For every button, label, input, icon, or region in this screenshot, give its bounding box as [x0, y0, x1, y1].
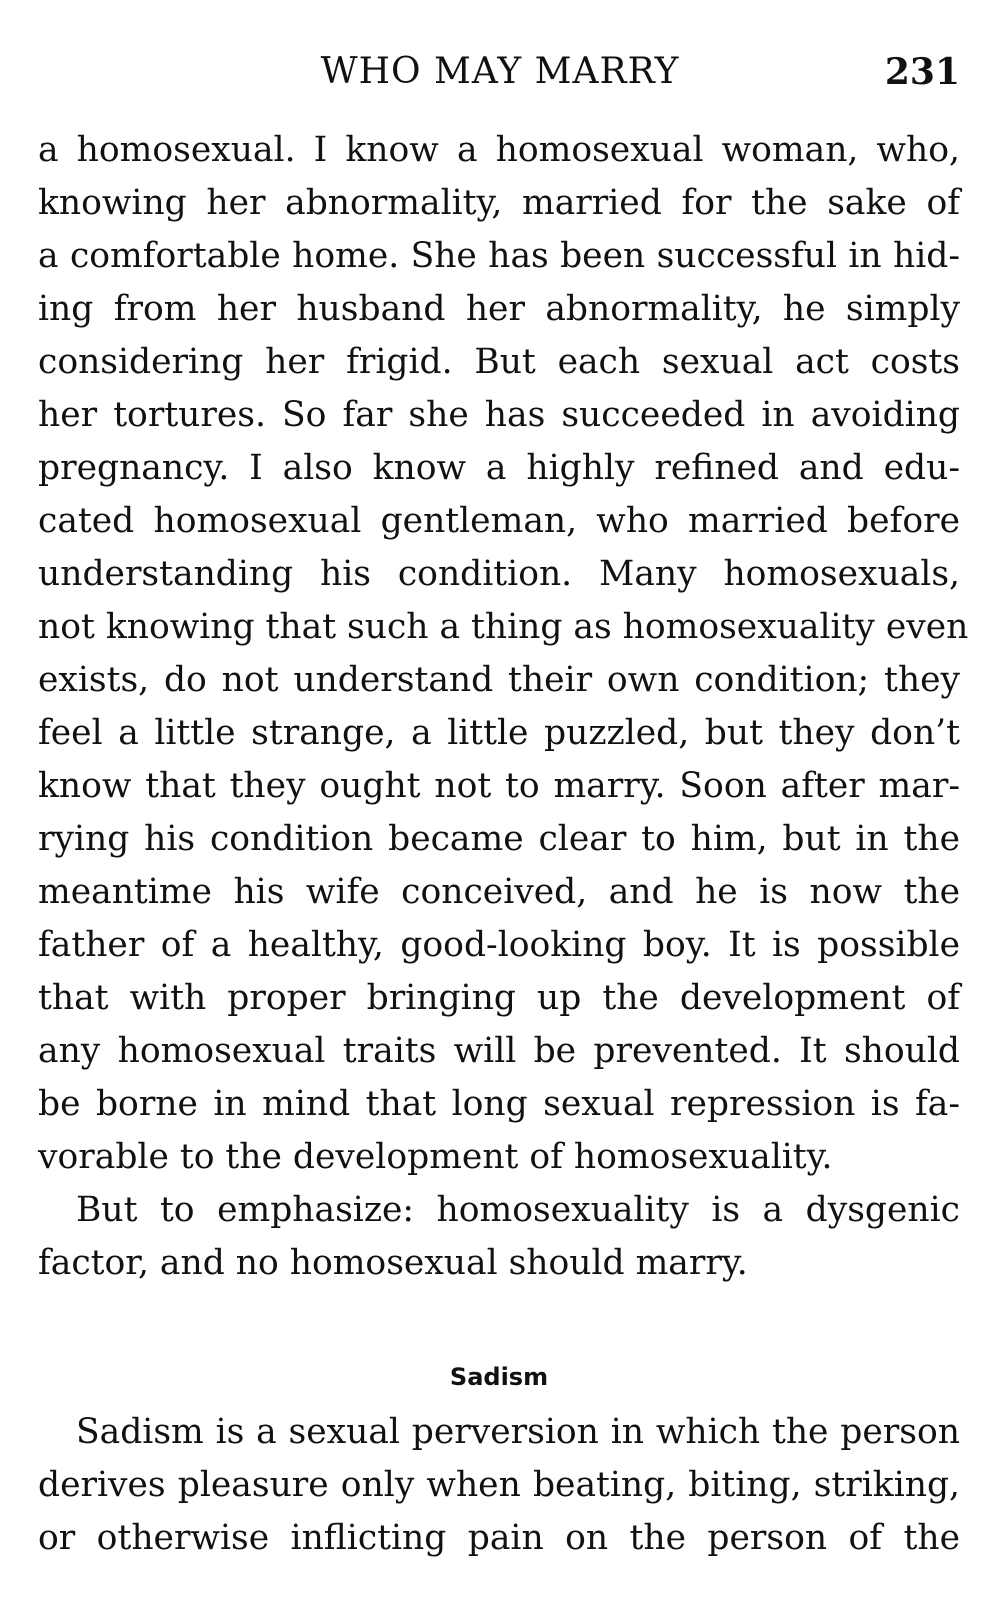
text-line: be borne in mind that long sexual repression is fa- [38, 1084, 960, 1124]
text-line: rying his condition became clear to him, but in the [38, 819, 960, 859]
text-line: But to emphasize: homosexuality is a dysgenic [76, 1190, 960, 1230]
text-line: father of a healthy, good-looking boy. It is possible [38, 925, 960, 965]
text-line: pregnancy. I also know a highly refined and edu- [38, 448, 960, 488]
paragraph [38, 1406, 960, 1565]
text-line: a comfortable home. She has been successful in hid- [38, 236, 960, 276]
section-spacer [38, 1290, 960, 1348]
running-head [40, 48, 960, 96]
text-line: know that they ought not to marry. Soon after mar- [38, 766, 960, 806]
text-line: feel a little strange, a little puzzled, but they don’t [38, 713, 960, 753]
page-number: 231 [884, 51, 960, 93]
text-line: cated homosexual gentleman, who married before [38, 501, 960, 541]
text-line: any homosexual traits will be prevented. It should [38, 1031, 960, 1071]
section-heading: Sadism [449, 1363, 549, 1391]
text-line: understanding his condition. Many homosexuals, [38, 554, 960, 594]
text-line: considering her frigid. But each sexual act costs [38, 342, 960, 382]
text-line: derives pleasure only when beating, biting, striking, [38, 1465, 960, 1505]
text-line: not knowing that such a thing as homosexuality even [38, 607, 969, 647]
paragraph [38, 1184, 960, 1290]
body-text [38, 124, 969, 1565]
running-title: WHO MAY MARRY [320, 51, 680, 92]
text-line: meantime his wife conceived, and he is now the [38, 872, 960, 912]
text-line: ing from her husband her abnormality, he simply [38, 289, 960, 329]
text-line: her tortures. So far she has succeeded in avoiding [38, 395, 960, 435]
text-line: knowing her abnormality, married for the sake of [38, 183, 960, 223]
text-line: vorable to the development of homosexuality. [38, 1137, 833, 1177]
text-line: a homosexual. I know a homosexual woman, who, [38, 130, 960, 170]
text-line: Sadism is a sexual perversion in which the person [76, 1412, 960, 1452]
text-line: that with proper bringing up the development of [38, 978, 960, 1018]
text-line: or otherwise inflicting pain on the person of the [38, 1518, 960, 1558]
text-line: factor, and no homosexual should marry. [38, 1243, 748, 1283]
paragraph [38, 124, 969, 1184]
text-line: exists, do not understand their own condition; they [38, 660, 960, 700]
